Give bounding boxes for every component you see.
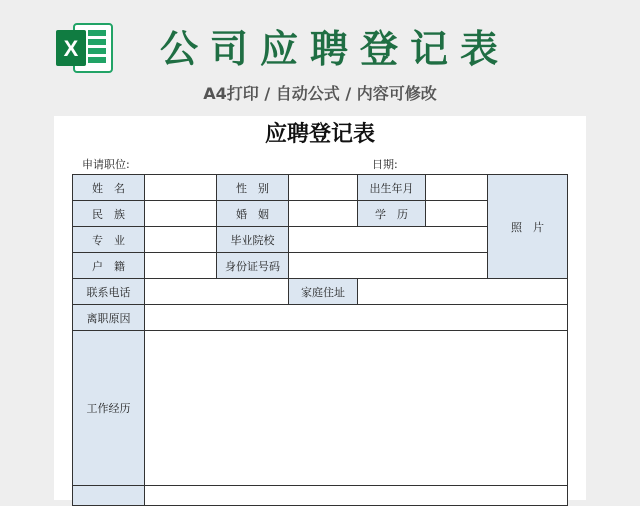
banner-subtitle: A4打印 / 自动公式 / 内容可修改 xyxy=(203,84,437,103)
excel-logo-letter: X xyxy=(63,36,79,61)
next-section-label xyxy=(73,486,145,506)
address-label: 家庭住址 xyxy=(289,279,358,305)
name-field[interactable] xyxy=(145,175,217,201)
gender-field[interactable] xyxy=(289,175,358,201)
table-row xyxy=(73,486,568,506)
ethnicity-label: 民 族 xyxy=(73,201,145,227)
major-field[interactable] xyxy=(145,227,217,253)
education-field[interactable] xyxy=(426,201,488,227)
table-row xyxy=(73,279,568,305)
education-label: 学 历 xyxy=(358,201,426,227)
leave-reason-field[interactable] xyxy=(145,305,568,331)
marital-field[interactable] xyxy=(289,201,358,227)
banner-title: 公司应聘登记表 xyxy=(160,27,511,71)
work-experience-label: 工作经历 xyxy=(73,331,145,486)
school-field[interactable] xyxy=(289,227,488,253)
id-number-label: 身份证号码 xyxy=(217,253,289,279)
excel-icon xyxy=(52,20,116,76)
id-number-field[interactable] xyxy=(289,253,488,279)
banner xyxy=(0,0,640,116)
apply-position-label: 申请职位: xyxy=(82,158,130,171)
date-label: 日期: xyxy=(372,158,398,171)
birth-label: 出生年月 xyxy=(358,175,426,201)
document-title: 应聘登记表 xyxy=(264,122,375,147)
work-experience-field[interactable] xyxy=(145,331,568,486)
ethnicity-field[interactable] xyxy=(145,201,217,227)
phone-field[interactable] xyxy=(145,279,289,305)
gender-label: 性 别 xyxy=(217,175,289,201)
school-label: 毕业院校 xyxy=(217,227,289,253)
photo-cell[interactable]: 照 片 xyxy=(488,175,568,279)
form-sheet xyxy=(54,116,586,500)
table-row xyxy=(73,331,568,486)
leave-reason-label: 离职原因 xyxy=(73,305,145,331)
table-row xyxy=(73,305,568,331)
marital-label: 婚 姻 xyxy=(217,201,289,227)
hukou-label: 户 籍 xyxy=(73,253,145,279)
table-row xyxy=(73,175,568,201)
name-label: 姓 名 xyxy=(73,175,145,201)
hukou-field[interactable] xyxy=(145,253,217,279)
major-label: 专 业 xyxy=(73,227,145,253)
birth-field[interactable] xyxy=(426,175,488,201)
phone-label: 联系电话 xyxy=(73,279,145,305)
registration-table xyxy=(72,174,568,506)
next-section-field[interactable] xyxy=(145,486,568,506)
address-field[interactable] xyxy=(358,279,568,305)
